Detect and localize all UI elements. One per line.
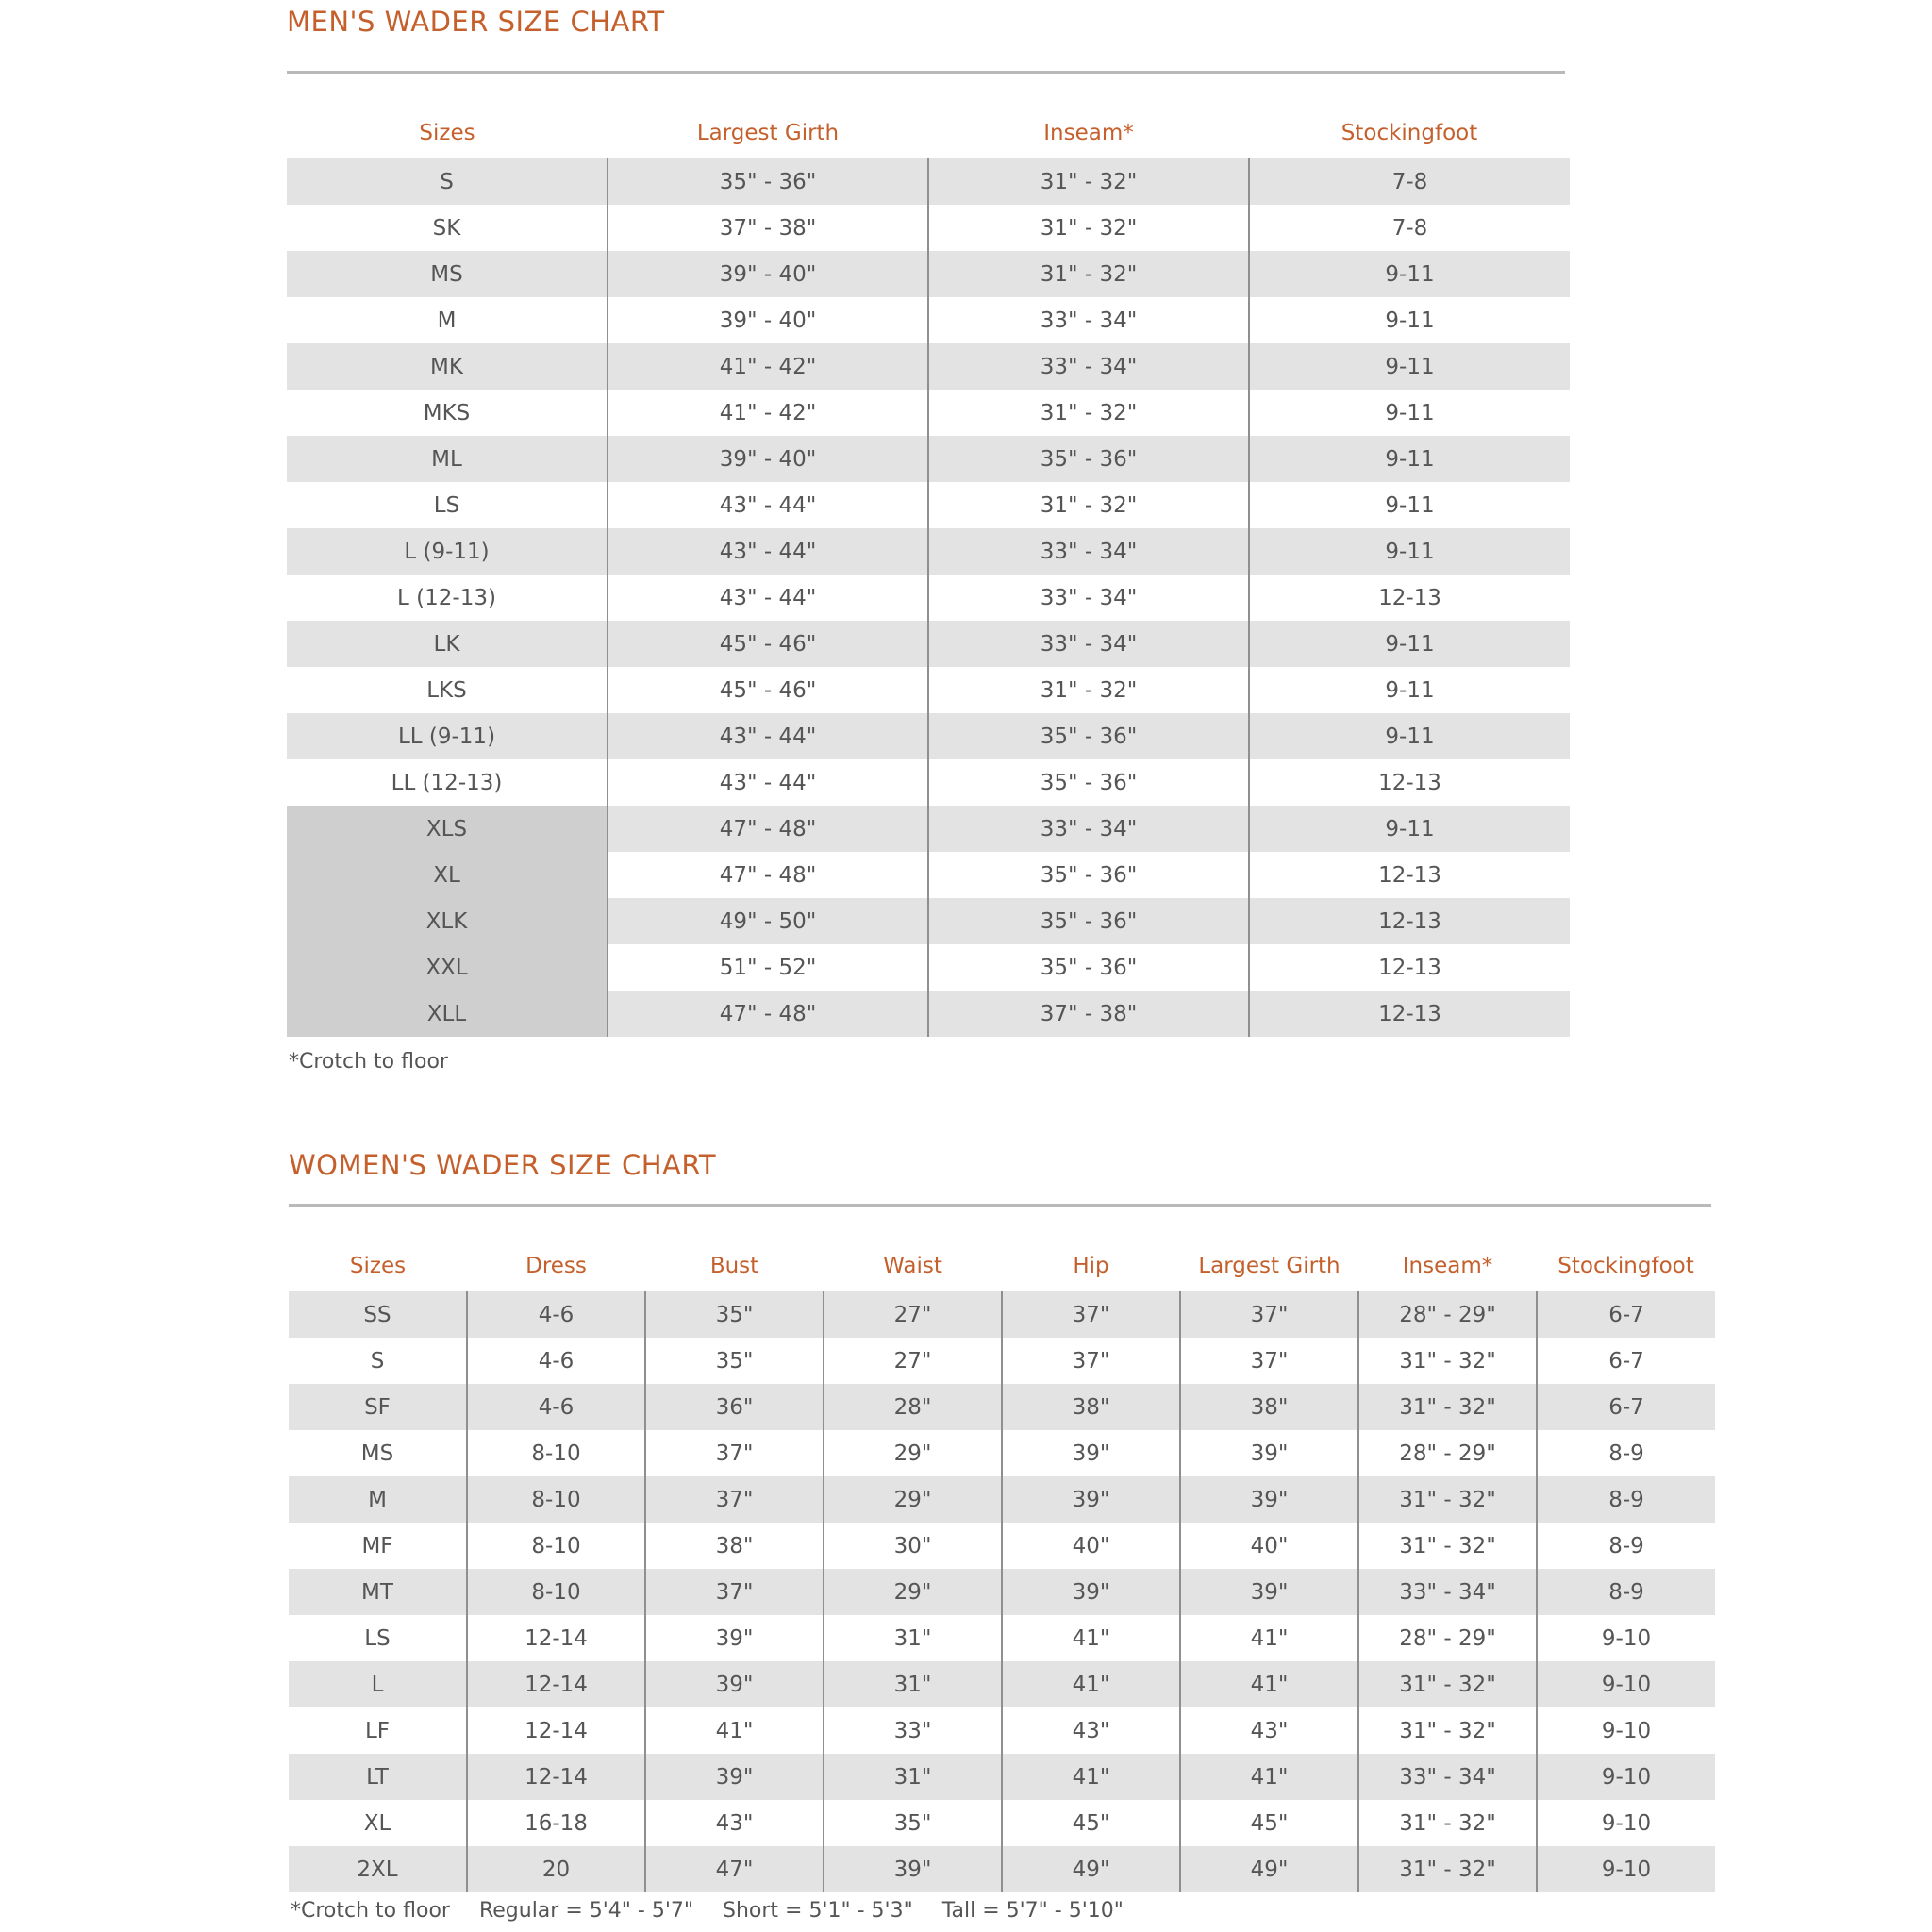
table-row: [287, 390, 1570, 436]
table-row: [289, 1569, 1715, 1615]
stockingfoot-cell: 9-11: [1249, 713, 1570, 759]
dress-cell: 16-18: [467, 1800, 645, 1846]
size-cell: M: [289, 1476, 467, 1523]
stockingfoot-cell: 12-13: [1249, 944, 1570, 991]
girth-cell: 45" - 46": [608, 667, 928, 713]
size-cell: MKS: [287, 390, 608, 436]
girth-cell: 47" - 48": [608, 806, 928, 852]
girth-cell: 47" - 48": [608, 852, 928, 898]
waist-cell: 29": [824, 1569, 1002, 1615]
mens-section: [287, 0, 1570, 1085]
size-cell: LL (12-13): [287, 759, 608, 806]
dress-cell: 8-10: [467, 1476, 645, 1523]
size-cell: XLS: [287, 806, 608, 852]
girth-cell: 39": [1180, 1569, 1358, 1615]
column-header: Stockingfoot: [1557, 1253, 1694, 1278]
size-cell: XL: [287, 852, 608, 898]
table-row: [287, 667, 1570, 713]
mens-footnote: *Crotch to floor: [289, 1050, 448, 1074]
table-row: [287, 158, 1570, 205]
table-row: [287, 991, 1570, 1037]
bust-cell: 43": [645, 1800, 824, 1846]
stockingfoot-cell: 9-11: [1249, 528, 1570, 575]
stockingfoot-cell: 9-10: [1537, 1615, 1715, 1661]
womens-size-table: [289, 1240, 1715, 1892]
stockingfoot-cell: 9-11: [1249, 806, 1570, 852]
inseam-cell: 31" - 32": [1358, 1384, 1537, 1430]
hip-cell: 40": [1002, 1523, 1180, 1569]
inseam-cell: 33" - 34": [1358, 1569, 1537, 1615]
bust-cell: 39": [645, 1615, 824, 1661]
bust-cell: 41": [645, 1707, 824, 1754]
girth-cell: 37": [1180, 1291, 1358, 1338]
waist-cell: 30": [824, 1523, 1002, 1569]
inseam-cell: 28" - 29": [1358, 1615, 1537, 1661]
inseam-cell: 31" - 32": [1358, 1338, 1537, 1384]
inseam-cell: 33" - 34": [928, 343, 1249, 390]
stockingfoot-cell: 8-9: [1537, 1476, 1715, 1523]
dress-cell: 4-6: [467, 1291, 645, 1338]
inseam-cell: 33" - 34": [1358, 1754, 1537, 1800]
table-row: [287, 621, 1570, 667]
girth-cell: 35" - 36": [608, 158, 928, 205]
mens-table-body: [287, 158, 1570, 1037]
size-cell: S: [289, 1338, 467, 1384]
inseam-cell: 33" - 34": [928, 297, 1249, 343]
mens-size-table: [287, 107, 1570, 1037]
stockingfoot-cell: 8-9: [1537, 1430, 1715, 1476]
waist-cell: 39": [824, 1846, 1002, 1892]
girth-cell: 39" - 40": [608, 251, 928, 297]
stockingfoot-cell: 9-11: [1249, 251, 1570, 297]
stockingfoot-cell: 9-11: [1249, 667, 1570, 713]
table-row: [287, 343, 1570, 390]
tall-footnote: Tall = 5'7" - 5'10": [941, 1899, 1124, 1923]
dress-cell: 20: [467, 1846, 645, 1892]
girth-cell: 41": [1180, 1615, 1358, 1661]
stockingfoot-cell: 9-11: [1249, 390, 1570, 436]
size-cell: LKS: [287, 667, 608, 713]
girth-cell: 40": [1180, 1523, 1358, 1569]
girth-cell: 51" - 52": [608, 944, 928, 991]
bust-cell: 38": [645, 1523, 824, 1569]
size-cell: MS: [287, 251, 608, 297]
stockingfoot-cell: 12-13: [1249, 852, 1570, 898]
column-header: Waist: [883, 1253, 942, 1278]
girth-cell: 47" - 48": [608, 991, 928, 1037]
girth-cell: 43" - 44": [608, 528, 928, 575]
table-row: [287, 297, 1570, 343]
table-row: [287, 806, 1570, 852]
waist-cell: 29": [824, 1476, 1002, 1523]
inseam-cell: 31" - 32": [928, 667, 1249, 713]
hip-cell: 37": [1002, 1291, 1180, 1338]
girth-cell: 41" - 42": [608, 390, 928, 436]
bust-cell: 37": [645, 1569, 824, 1615]
waist-cell: 33": [824, 1707, 1002, 1754]
size-cell: SF: [289, 1384, 467, 1430]
hip-cell: 49": [1002, 1846, 1180, 1892]
regular-footnote: Regular = 5'4" - 5'7": [478, 1899, 693, 1923]
size-cell: XL: [289, 1800, 467, 1846]
waist-cell: 29": [824, 1430, 1002, 1476]
bust-cell: 35": [645, 1338, 824, 1384]
girth-cell: 43" - 44": [608, 759, 928, 806]
girth-cell: 39" - 40": [608, 436, 928, 482]
girth-cell: 49": [1180, 1846, 1358, 1892]
table-row: [289, 1476, 1715, 1523]
size-cell: S: [287, 158, 608, 205]
size-cell: ML: [287, 436, 608, 482]
inseam-cell: 28" - 29": [1358, 1430, 1537, 1476]
stockingfoot-cell: 9-10: [1537, 1661, 1715, 1707]
inseam-cell: 31" - 32": [1358, 1523, 1537, 1569]
inseam-cell: 31" - 32": [1358, 1846, 1537, 1892]
column-header: Dress: [525, 1253, 587, 1278]
stockingfoot-cell: 8-9: [1537, 1523, 1715, 1569]
waist-cell: 31": [824, 1615, 1002, 1661]
girth-cell: 49" - 50": [608, 898, 928, 944]
hip-cell: 41": [1002, 1615, 1180, 1661]
inseam-cell: 33" - 34": [928, 806, 1249, 852]
waist-cell: 27": [824, 1291, 1002, 1338]
size-cell: L (12-13): [287, 575, 608, 621]
table-row: [289, 1291, 1715, 1338]
stockingfoot-cell: 9-11: [1249, 621, 1570, 667]
table-row: [289, 1338, 1715, 1384]
size-cell: MF: [289, 1523, 467, 1569]
table-row: [289, 1615, 1715, 1661]
size-cell: LL (9-11): [287, 713, 608, 759]
size-cell: LK: [287, 621, 608, 667]
inseam-cell: 31" - 32": [1358, 1476, 1537, 1523]
girth-cell: 45" - 46": [608, 621, 928, 667]
mens-title-divider: [287, 71, 1565, 74]
stockingfoot-cell: 9-10: [1537, 1800, 1715, 1846]
waist-cell: 27": [824, 1338, 1002, 1384]
stockingfoot-cell: 9-10: [1537, 1754, 1715, 1800]
bust-cell: 47": [645, 1846, 824, 1892]
dress-cell: 8-10: [467, 1569, 645, 1615]
column-header: Largest Girth: [1198, 1253, 1341, 1278]
girth-cell: 41" - 42": [608, 343, 928, 390]
table-row: [287, 944, 1570, 991]
bust-cell: 35": [645, 1291, 824, 1338]
stockingfoot-cell: 12-13: [1249, 991, 1570, 1037]
inseam-cell: 33" - 34": [928, 528, 1249, 575]
bust-cell: 37": [645, 1430, 824, 1476]
table-row: [289, 1523, 1715, 1569]
column-header: Inseam*: [1402, 1253, 1493, 1278]
bust-cell: 37": [645, 1476, 824, 1523]
stockingfoot-cell: 9-11: [1249, 482, 1570, 528]
size-cell: SK: [287, 205, 608, 251]
stockingfoot-cell: 9-10: [1537, 1707, 1715, 1754]
hip-cell: 39": [1002, 1430, 1180, 1476]
size-cell: MT: [289, 1569, 467, 1615]
bust-cell: 36": [645, 1384, 824, 1430]
table-row: [289, 1661, 1715, 1707]
size-cell: LS: [289, 1615, 467, 1661]
dress-cell: 4-6: [467, 1338, 645, 1384]
waist-cell: 35": [824, 1800, 1002, 1846]
crotch-footnote: *Crotch to floor: [291, 1899, 450, 1923]
dress-cell: 12-14: [467, 1707, 645, 1754]
inseam-cell: 37" - 38": [928, 991, 1249, 1037]
stockingfoot-cell: 9-11: [1249, 297, 1570, 343]
inseam-cell: 31" - 32": [1358, 1800, 1537, 1846]
womens-section: [289, 1137, 1715, 1932]
girth-cell: 43": [1180, 1707, 1358, 1754]
girth-cell: 45": [1180, 1800, 1358, 1846]
girth-cell: 43" - 44": [608, 482, 928, 528]
dress-cell: 8-10: [467, 1523, 645, 1569]
table-row: [287, 436, 1570, 482]
womens-header-row: [289, 1240, 1715, 1291]
size-cell: XLL: [287, 991, 608, 1037]
inseam-cell: 31" - 32": [1358, 1707, 1537, 1754]
column-header: Stockingfoot: [1341, 120, 1478, 145]
hip-cell: 41": [1002, 1754, 1180, 1800]
stockingfoot-cell: 9-10: [1537, 1846, 1715, 1892]
size-cell: XLK: [287, 898, 608, 944]
table-row: [289, 1846, 1715, 1892]
inseam-cell: 35" - 36": [928, 713, 1249, 759]
size-cell: XXL: [287, 944, 608, 991]
inseam-cell: 31" - 32": [928, 482, 1249, 528]
column-header: Hip: [1073, 1253, 1109, 1278]
size-cell: MK: [287, 343, 608, 390]
dress-cell: 12-14: [467, 1615, 645, 1661]
dress-cell: 12-14: [467, 1754, 645, 1800]
hip-cell: 43": [1002, 1707, 1180, 1754]
waist-cell: 31": [824, 1661, 1002, 1707]
inseam-cell: 31" - 32": [1358, 1661, 1537, 1707]
size-cell: LF: [289, 1707, 467, 1754]
inseam-cell: 31" - 32": [928, 205, 1249, 251]
girth-cell: 39": [1180, 1430, 1358, 1476]
size-cell: L (9-11): [287, 528, 608, 575]
table-row: [289, 1754, 1715, 1800]
column-header: Bust: [709, 1253, 759, 1278]
table-row: [287, 575, 1570, 621]
size-cell: LS: [287, 482, 608, 528]
mens-header-row: [287, 107, 1570, 158]
inseam-cell: 31" - 32": [928, 251, 1249, 297]
table-row: [289, 1384, 1715, 1430]
column-header: Inseam*: [1043, 120, 1134, 145]
table-row: [287, 713, 1570, 759]
dress-cell: 12-14: [467, 1661, 645, 1707]
table-row: [287, 852, 1570, 898]
hip-cell: 38": [1002, 1384, 1180, 1430]
inseam-cell: 35" - 36": [928, 944, 1249, 991]
inseam-cell: 35" - 36": [928, 852, 1249, 898]
table-row: [287, 898, 1570, 944]
womens-footnotes: [291, 1899, 1146, 1923]
table-row: [287, 528, 1570, 575]
inseam-cell: 33" - 34": [928, 575, 1249, 621]
short-footnote: Short = 5'1" - 5'3": [723, 1899, 913, 1923]
size-cell: MS: [289, 1430, 467, 1476]
size-cell: SS: [289, 1291, 467, 1338]
waist-cell: 31": [824, 1754, 1002, 1800]
girth-cell: 38": [1180, 1384, 1358, 1430]
inseam-cell: 35" - 36": [928, 436, 1249, 482]
hip-cell: 39": [1002, 1476, 1180, 1523]
girth-cell: 41": [1180, 1661, 1358, 1707]
girth-cell: 43" - 44": [608, 575, 928, 621]
table-row: [289, 1430, 1715, 1476]
girth-cell: 39" - 40": [608, 297, 928, 343]
inseam-cell: 33" - 34": [928, 621, 1249, 667]
table-row: [289, 1800, 1715, 1846]
girth-cell: 37": [1180, 1338, 1358, 1384]
table-row: [287, 759, 1570, 806]
column-header: Largest Girth: [696, 120, 840, 145]
hip-cell: 39": [1002, 1569, 1180, 1615]
inseam-cell: 35" - 36": [928, 898, 1249, 944]
stockingfoot-cell: 12-13: [1249, 898, 1570, 944]
size-cell: M: [287, 297, 608, 343]
column-header: Sizes: [349, 1253, 407, 1278]
table-row: [287, 482, 1570, 528]
womens-title: WOMEN'S WADER SIZE CHART: [289, 1149, 717, 1181]
girth-cell: 37" - 38": [608, 205, 928, 251]
table-row: [287, 251, 1570, 297]
size-cell: LT: [289, 1754, 467, 1800]
inseam-cell: 31" - 32": [928, 158, 1249, 205]
stockingfoot-cell: 9-11: [1249, 343, 1570, 390]
mens-title: MEN'S WADER SIZE CHART: [287, 6, 665, 38]
womens-title-divider: [289, 1204, 1711, 1207]
table-row: [289, 1707, 1715, 1754]
girth-cell: 41": [1180, 1754, 1358, 1800]
dress-cell: 8-10: [467, 1430, 645, 1476]
inseam-cell: 28" - 29": [1358, 1291, 1537, 1338]
size-cell: 2XL: [289, 1846, 467, 1892]
bust-cell: 39": [645, 1661, 824, 1707]
column-header: Sizes: [419, 120, 475, 145]
inseam-cell: 35" - 36": [928, 759, 1249, 806]
stockingfoot-cell: 6-7: [1537, 1338, 1715, 1384]
stockingfoot-cell: 6-7: [1537, 1384, 1715, 1430]
dress-cell: 4-6: [467, 1384, 645, 1430]
hip-cell: 41": [1002, 1661, 1180, 1707]
stockingfoot-cell: 12-13: [1249, 575, 1570, 621]
womens-table-body: [289, 1291, 1715, 1892]
table-row: [287, 205, 1570, 251]
hip-cell: 45": [1002, 1800, 1180, 1846]
girth-cell: 39": [1180, 1476, 1358, 1523]
waist-cell: 28": [824, 1384, 1002, 1430]
stockingfoot-cell: 12-13: [1249, 759, 1570, 806]
stockingfoot-cell: 7-8: [1249, 158, 1570, 205]
stockingfoot-cell: 8-9: [1537, 1569, 1715, 1615]
inseam-cell: 31" - 32": [928, 390, 1249, 436]
stockingfoot-cell: 6-7: [1537, 1291, 1715, 1338]
size-cell: L: [289, 1661, 467, 1707]
stockingfoot-cell: 9-11: [1249, 436, 1570, 482]
bust-cell: 39": [645, 1754, 824, 1800]
girth-cell: 43" - 44": [608, 713, 928, 759]
stockingfoot-cell: 7-8: [1249, 205, 1570, 251]
hip-cell: 37": [1002, 1338, 1180, 1384]
